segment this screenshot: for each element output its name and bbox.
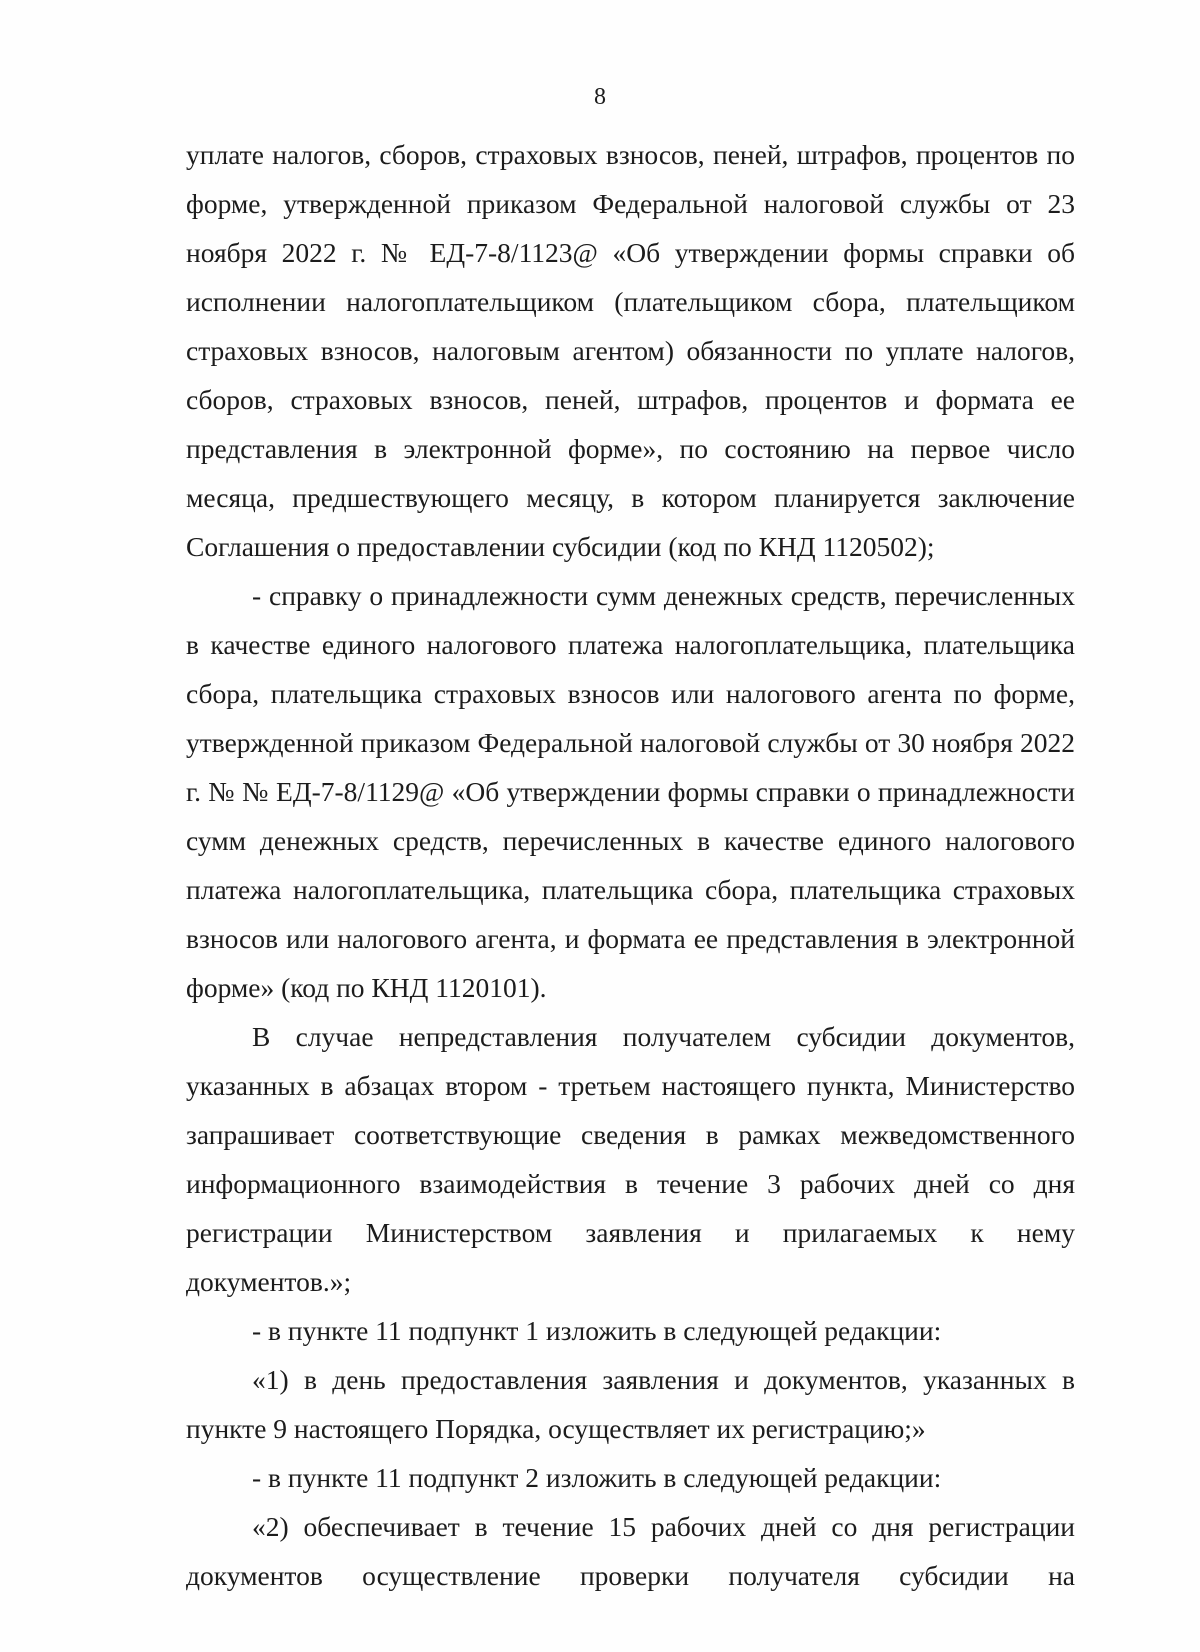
paragraph-subitem-2-text: «2) обеспечивает в течение 15 рабочих дней со дня регистрации документов осуществление проверки получателя субсидии на [186,1511,1075,1591]
paragraph-amend-subitem-1: - в пункте 11 подпункт 1 изложить в следующей редакции: [252,1315,942,1346]
paragraph-non-submission: В случае непредставления получателем субсидии документов, указанных в абзацах втором - третьем настоящего пункта, Министерство запрашивает соответствующие сведения в рамках межведомственного информационного взаимодействия в течение 3 рабочих дней со дня регистрации Министерством заявления и прилагаемых к нему документов.»; [186,1021,1075,1297]
paragraph-amend-subitem-2: - в пункте 11 подпункт 2 изложить в следующей редакции: [252,1462,942,1493]
paragraph-subitem-1-text: «1) в день предоставления заявления и документов, указанных в пункте 9 настоящего Порядка, осуществляет их регистрацию;» [186,1364,1075,1444]
page-number: 8 [594,84,606,110]
paragraph-tax-certificate-continuation: уплате налогов, сборов, страховых взносов, пеней, штрафов, процентов по форме, утвержденной приказом Федеральной налоговой службы от 23 ноября 2022 г. № ЕД-7-8/1123@ «Об утверждении формы справки об исполнении налогоплательщиком (плательщиком сбора, плательщиком страховых взносов, налоговым агентом) обязанности по уплате налогов, сборов, страховых взносов, пеней, штрафов, процентов и формата ее представления в электронной форме», по состоянию на первое число месяца, предшествующего месяцу, в котором планируется заключение Соглашения о предоставлении субсидии (код по КНД 1120502); [186,139,1075,562]
paragraph-payment-certificate: - справку о принадлежности сумм денежных средств, перечисленных в качестве единого налогового платежа налогоплательщика, плательщика сбора, плательщика страховых взносов или налогового агента по форме, утвержденной приказом Федеральной налоговой службы от 30 ноября 2022 г. № № ЕД-7-8/1129@ «Об утверждении формы справки о принадлежности сумм денежных средств, перечисленных в качестве единого налогового платежа налогоплательщика, плательщика сбора, плательщика страховых взносов или налогового агента, и формата ее представления в электронной форме» (код по КНД 1120101). [186,580,1075,1003]
document-body [186,130,1075,1600]
